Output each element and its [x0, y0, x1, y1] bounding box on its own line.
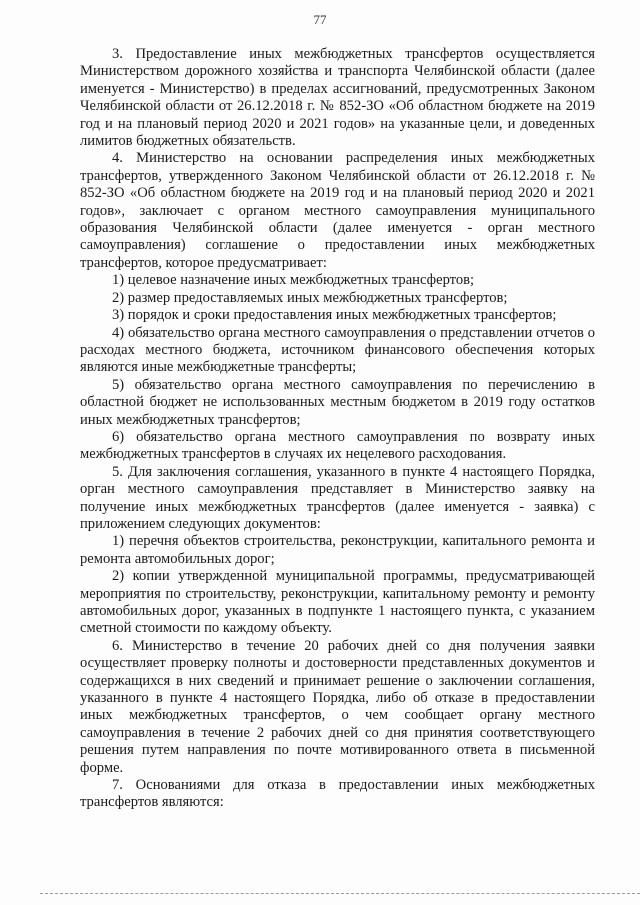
list-item-5-remainders: 5) обязательство органа местного самоуправления по перечислению в областной бюджет не использованных местным бюджетом в 2019 году остатков иных межбюджетных трансфертов; [80, 376, 595, 428]
page-number: 77 [313, 12, 327, 27]
paragraph-6-review: 6. Министерство в течение 20 рабочих дней со дня получения заявки осуществляет проверку полноты и достоверности представленных документов и содержащихся в них сведений и принимает решение о заключении соглашения, указанного в пункте 4 настоящего Порядка, либо об отказе в предоставлении иных межбюджетных трансфертов, о чем сообщает органу местного самоуправления в течение 2 рабочих дней со дня принятия соответствующего решения путем направления по почте мотивированного ответа в письменной форме. [80, 637, 595, 776]
doc-item-2-program-copy: 2) копии утвержденной муниципальной программы, предусматривающей мероприятия по строительству, реконструкции, капитальному ремонту и ремонту автомобильных дорог, указанных в подпункте 1 настоящего пункта, с указанием сметной стоимости по каждому объекту. [80, 568, 595, 637]
list-item-4-reports: 4) обязательство органа местного самоуправления о представлении отчетов о расходах местного бюджета, источником финансового обеспечения которых являются иные межбюджетные трансферты; [80, 324, 595, 376]
paragraph-4-agreement: 4. Министерство на основании распределения иных межбюджетных трансфертов, утвержденного Законом Челябинской области от 26.12.2018 г. № 852-ЗО «Об областном бюджете на 2019 год и на плановый период 2020 и 2021 годов», заключает с органом местного самоуправления муниципального образования Челябинской области (далее именуется - орган местного самоуправления) соглашение о предоставлении иных межбюджетных трансфертов, которое предусматривает: [80, 150, 595, 271]
doc-item-1-objects-list: 1) перечня объектов строительства, реконструкции, капитального ремонта и ремонта автомобильных дорог; [80, 533, 595, 567]
list-item-6-refund: 6) обязательство органа местного самоуправления по возврату иных межбюджетных трансфертов в случаях их нецелевого расходования. [80, 428, 595, 463]
paragraph-5-application: 5. Для заключения соглашения, указанного в пункте 4 настоящего Порядка, орган местного самоуправления представляет в Министерство заявку на получение иных межбюджетных трансфертов (далее именуется - заявка) с приложением следующих документов: [80, 463, 595, 532]
document-body [80, 46, 595, 812]
list-item-3-procedure: 3) порядок и сроки предоставления иных межбюджетных трансфертов; [112, 307, 557, 324]
bottom-divider [40, 893, 640, 894]
list-item-2-amount: 2) размер предоставляемых иных межбюджетных трансфертов; [112, 289, 508, 306]
paragraph-7-refusal-grounds: 7. Основаниями для отказа в предоставлении иных межбюджетных трансфертов являются: [80, 777, 595, 811]
list-item-1-purpose: 1) целевое назначение иных межбюджетных трансфертов; [112, 272, 475, 289]
paragraph-3-provision: 3. Предоставление иных межбюджетных трансфертов осуществляется Министерством дорожного хозяйства и транспорта Челябинской области (далее именуется - Министерство) в пределах ассигнований, предусмотренных Законом Челябинской области от 26.12.2018 г. № 852-ЗО «Об областном бюджете на 2019 год и на плановый период 2020 и 2021 годов» на указанные цели, и доведенных лимитов бюджетных обязательств. [80, 46, 595, 150]
